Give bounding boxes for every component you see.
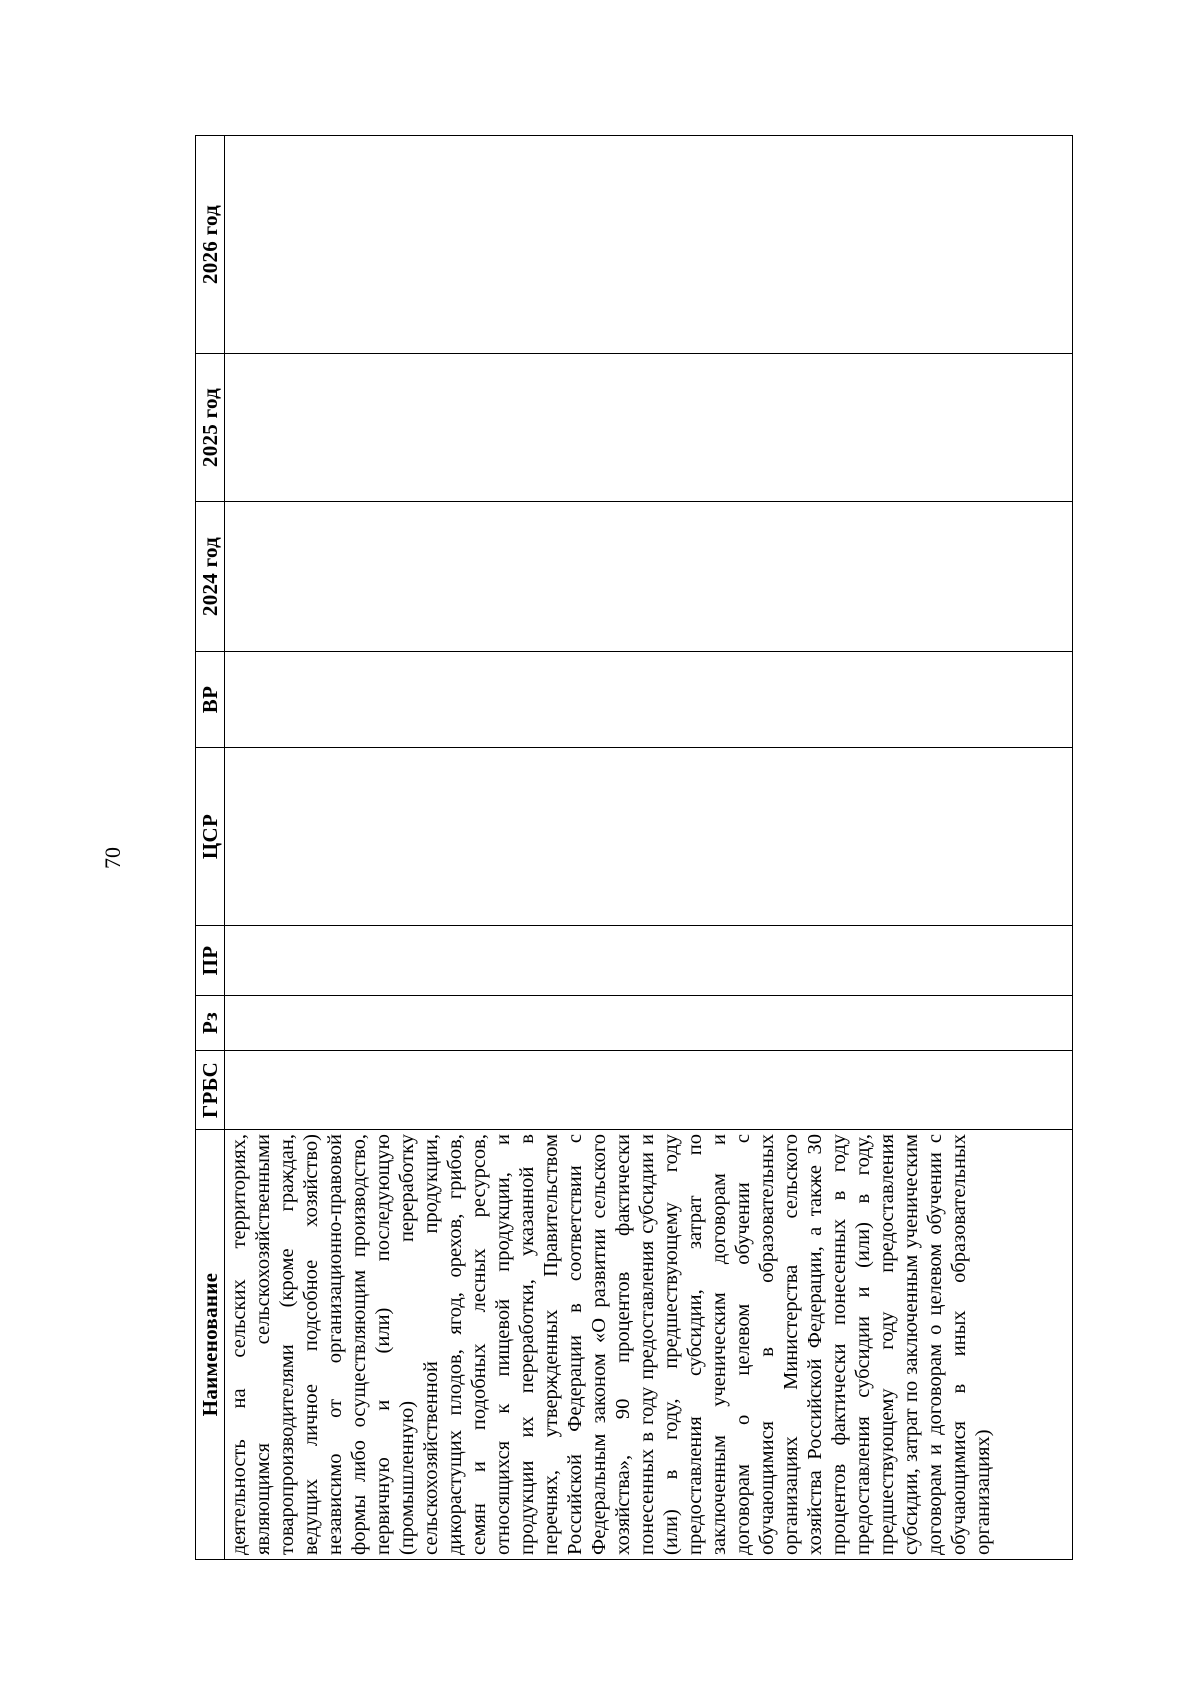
- cell-name: [225, 1130, 1073, 1560]
- header-csr: ЦСР: [196, 748, 225, 926]
- header-rz: Рз: [196, 996, 225, 1051]
- header-2026: 2026 год: [196, 136, 225, 354]
- budget-table: [195, 135, 1073, 1560]
- cell-csr: [225, 748, 1073, 926]
- cell-2025: [225, 354, 1073, 502]
- table-header-row: [196, 136, 225, 1560]
- cell-pr: [225, 926, 1073, 996]
- rotated-table-container: [195, 136, 1073, 1560]
- header-grbs: ГРБС: [196, 1051, 225, 1130]
- header-pr: ПР: [196, 926, 225, 996]
- cell-vr: [225, 652, 1073, 748]
- page-number: 70: [100, 847, 125, 869]
- cell-grbs: [225, 1051, 1073, 1130]
- header-name: Наименование: [196, 1130, 225, 1560]
- cell-rz: [225, 996, 1073, 1051]
- cell-2024: [225, 502, 1073, 652]
- header-2025: 2025 год: [196, 354, 225, 502]
- header-vr: ВР: [196, 652, 225, 748]
- row-description: деятельность на сельских территориях, являющимся сельскохозяйственными товаропроизводителями (кроме граждан, ведущих личное подсобное хозяйство) независимо от организационно-правовой формы либо осуществляющим производство, первичную и (или) последующую (промышленную) переработку сельскохозяйственной продукции, дикорастущих плодов, ягод, орехов, грибов, семян и подобных лесных ресурсов, относящихся к пищевой продукции, и продукции их переработки, указанной в перечнях, утвержденных Правительством Российской Федерации в соответствии с Федеральным законом «О развитии сельского хозяйства», 90 процентов фактически понесенных в году предоставления субсидии и (или) в году, предшествующему году предоставления субсидии, затрат по заключенным ученическим договорам и договорам о целевом обучении с обучающимися в образовательных организациях Министерства сельского хозяйства Российской Федерации, а также 30 процентов фактически понесенных в году предоставления субсидии и (или) в году, предшествующему году предоставления субсидии, затрат по заключенным ученическим договорам и договорам о целевом обучении с обучающимися в иных образовательных организациях): [228, 1134, 994, 1555]
- table-row: [225, 136, 1073, 1560]
- cell-2026: [225, 136, 1073, 354]
- header-2024: 2024 год: [196, 502, 225, 652]
